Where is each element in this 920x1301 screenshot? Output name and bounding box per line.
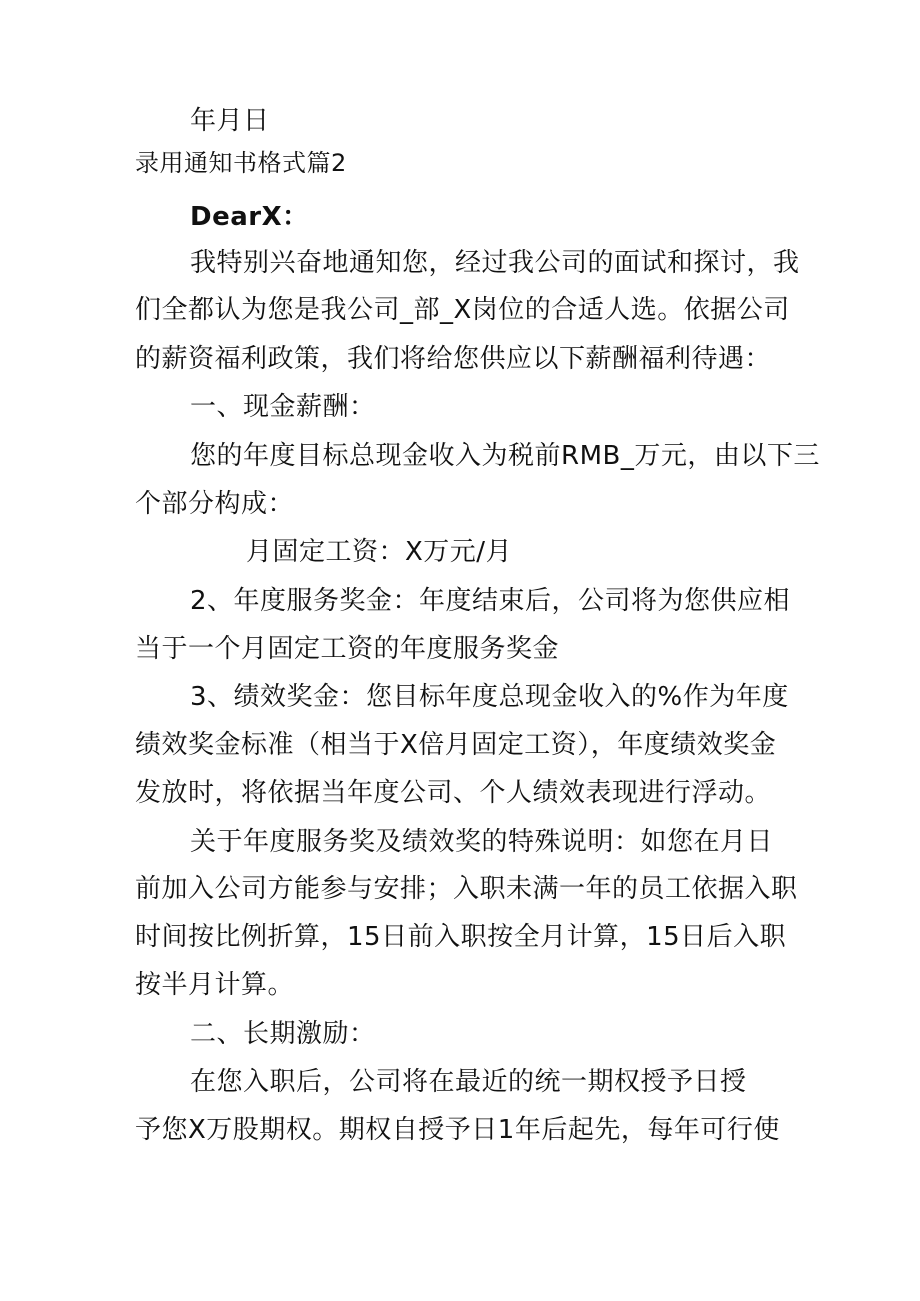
paragraph-line: 在您入职后，公司将在最近的统一期权授予日授: [190, 1067, 747, 1097]
paragraph-line: 月固定工资：X万元/月: [246, 537, 513, 567]
paragraph-line: 个部分构成：: [135, 489, 295, 519]
section-heading: 一、现金薪酬：: [190, 392, 376, 422]
paragraph-line: 予您X万股期权。期权自授予日1年后起先，每年可行使: [135, 1115, 780, 1145]
section-heading: 二、长期激励：: [190, 1019, 376, 1049]
document-title: 录用通知书格式篇2: [135, 149, 347, 177]
paragraph-line: 绩效奖金标准（相当于X倍月固定工资），年度绩效奖金: [135, 730, 777, 760]
paragraph-line: 时间按比例折算，15日前入职按全月计算，15日后入职: [135, 922, 787, 952]
date-line: 年月日: [190, 106, 270, 136]
paragraph-line: 们全都认为您是我公司_部_X岗位的合适人选。依据公司: [135, 295, 790, 325]
paragraph-line: 按半月计算。: [135, 970, 295, 1000]
paragraph-line: 3、绩效奖金：您目标年度总现金收入的%作为年度: [190, 682, 789, 712]
paragraph-line: 发放时，将依据当年度公司、个人绩效表现进行浮动。: [135, 778, 772, 808]
paragraph-line: 前加入公司方能参与安排；入职未满一年的员工依据入职: [135, 874, 798, 904]
greeting: DearX：: [190, 202, 309, 232]
paragraph-line: 关于年度服务奖及绩效奖的特殊说明：如您在月日: [190, 827, 774, 857]
paragraph-line: 您的年度目标总现金收入为税前RMB_万元，由以下三: [190, 441, 820, 471]
paragraph-line: 当于一个月固定工资的年度服务奖金: [135, 634, 560, 664]
paragraph-line: 2、年度服务奖金：年度结束后，公司将为您供应相: [190, 586, 791, 616]
paragraph-line: 我特别兴奋地通知您，经过我公司的面试和探讨，我: [190, 248, 800, 278]
paragraph-line: 的薪资福利政策，我们将给您供应以下薪酬福利待遇：: [135, 344, 772, 374]
